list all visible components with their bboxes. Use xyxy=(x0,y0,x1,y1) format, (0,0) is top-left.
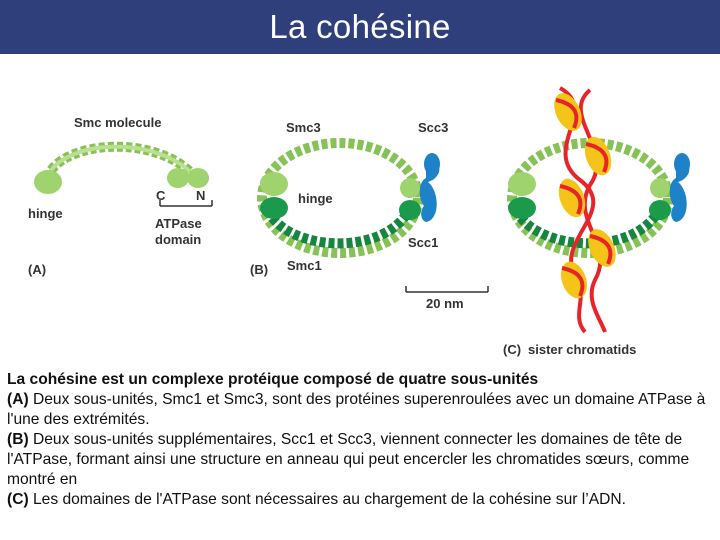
caption-text-c: Les domaines de l'ATPase sont nécessaires au chargement de la cohésine sur l’ADN. xyxy=(28,491,626,508)
smc3-head xyxy=(400,178,420,198)
slide-title: La cohésine xyxy=(269,8,451,45)
title-bar xyxy=(0,0,720,54)
caption-paragraph-b xyxy=(7,430,715,490)
label-hinge-b: hinge xyxy=(298,191,333,206)
caption-text-a: Deux sous-unités, Smc1 et Smc3, sont des protéines superenroulées avec un domaine ATPase à l'une des extrémités. xyxy=(7,391,706,428)
caption-tag-c: (C) xyxy=(7,491,29,508)
scc3-subunit xyxy=(424,153,440,175)
label-scc3: Scc3 xyxy=(418,120,449,135)
panel-b-cohesin-ring xyxy=(250,120,488,311)
panel-c-sister-chromatids xyxy=(503,88,690,357)
hinge-domain xyxy=(34,170,62,194)
panel-a-smc-molecule xyxy=(28,115,212,277)
caption-tag-b: (B) xyxy=(7,431,29,448)
cohesin-diagram xyxy=(0,70,720,370)
smc1-hinge xyxy=(260,197,288,219)
smc3-hinge xyxy=(260,172,288,196)
label-scc1: Scc1 xyxy=(408,235,439,250)
label-smc-molecule: Smc molecule xyxy=(74,115,162,130)
label-smc3: Smc3 xyxy=(286,120,321,135)
label-panel-a: (A) xyxy=(28,262,47,277)
atpase-head-c xyxy=(167,168,189,188)
label-c-terminus: C xyxy=(156,188,166,203)
label-panel-b: (B) xyxy=(250,262,269,277)
label-scale: 20 nm xyxy=(426,296,464,311)
label-atpase: ATPase xyxy=(155,216,202,231)
label-hinge-a: hinge xyxy=(28,206,63,221)
label-sister-chromatids: sister chromatids xyxy=(528,342,637,357)
smc1-head xyxy=(399,200,421,220)
label-panel-c: (C) xyxy=(503,342,522,357)
caption-heading: La cohésine est un complexe protéique composé de quatre sous-unités xyxy=(7,371,539,388)
label-smc1: Smc1 xyxy=(287,258,322,273)
atpase-head-n xyxy=(187,168,209,188)
cohesin-figure xyxy=(0,70,720,370)
nucleosome xyxy=(556,258,592,302)
caption-text-b: Deux sous-unités supplémentaires, Scc1 et Scc3, viennent connecter les domaines de tête de l'ATPase, formant ainsi une structure en anneau qui peut encercler les chromatides sœurs, comme montré en xyxy=(7,431,690,488)
caption-paragraph-c xyxy=(7,490,715,510)
caption-tag-a: (A) xyxy=(7,391,29,408)
label-domain: domain xyxy=(155,232,202,247)
caption xyxy=(7,370,715,510)
label-n-terminus: N xyxy=(196,188,206,203)
caption-paragraph-a xyxy=(7,390,715,430)
